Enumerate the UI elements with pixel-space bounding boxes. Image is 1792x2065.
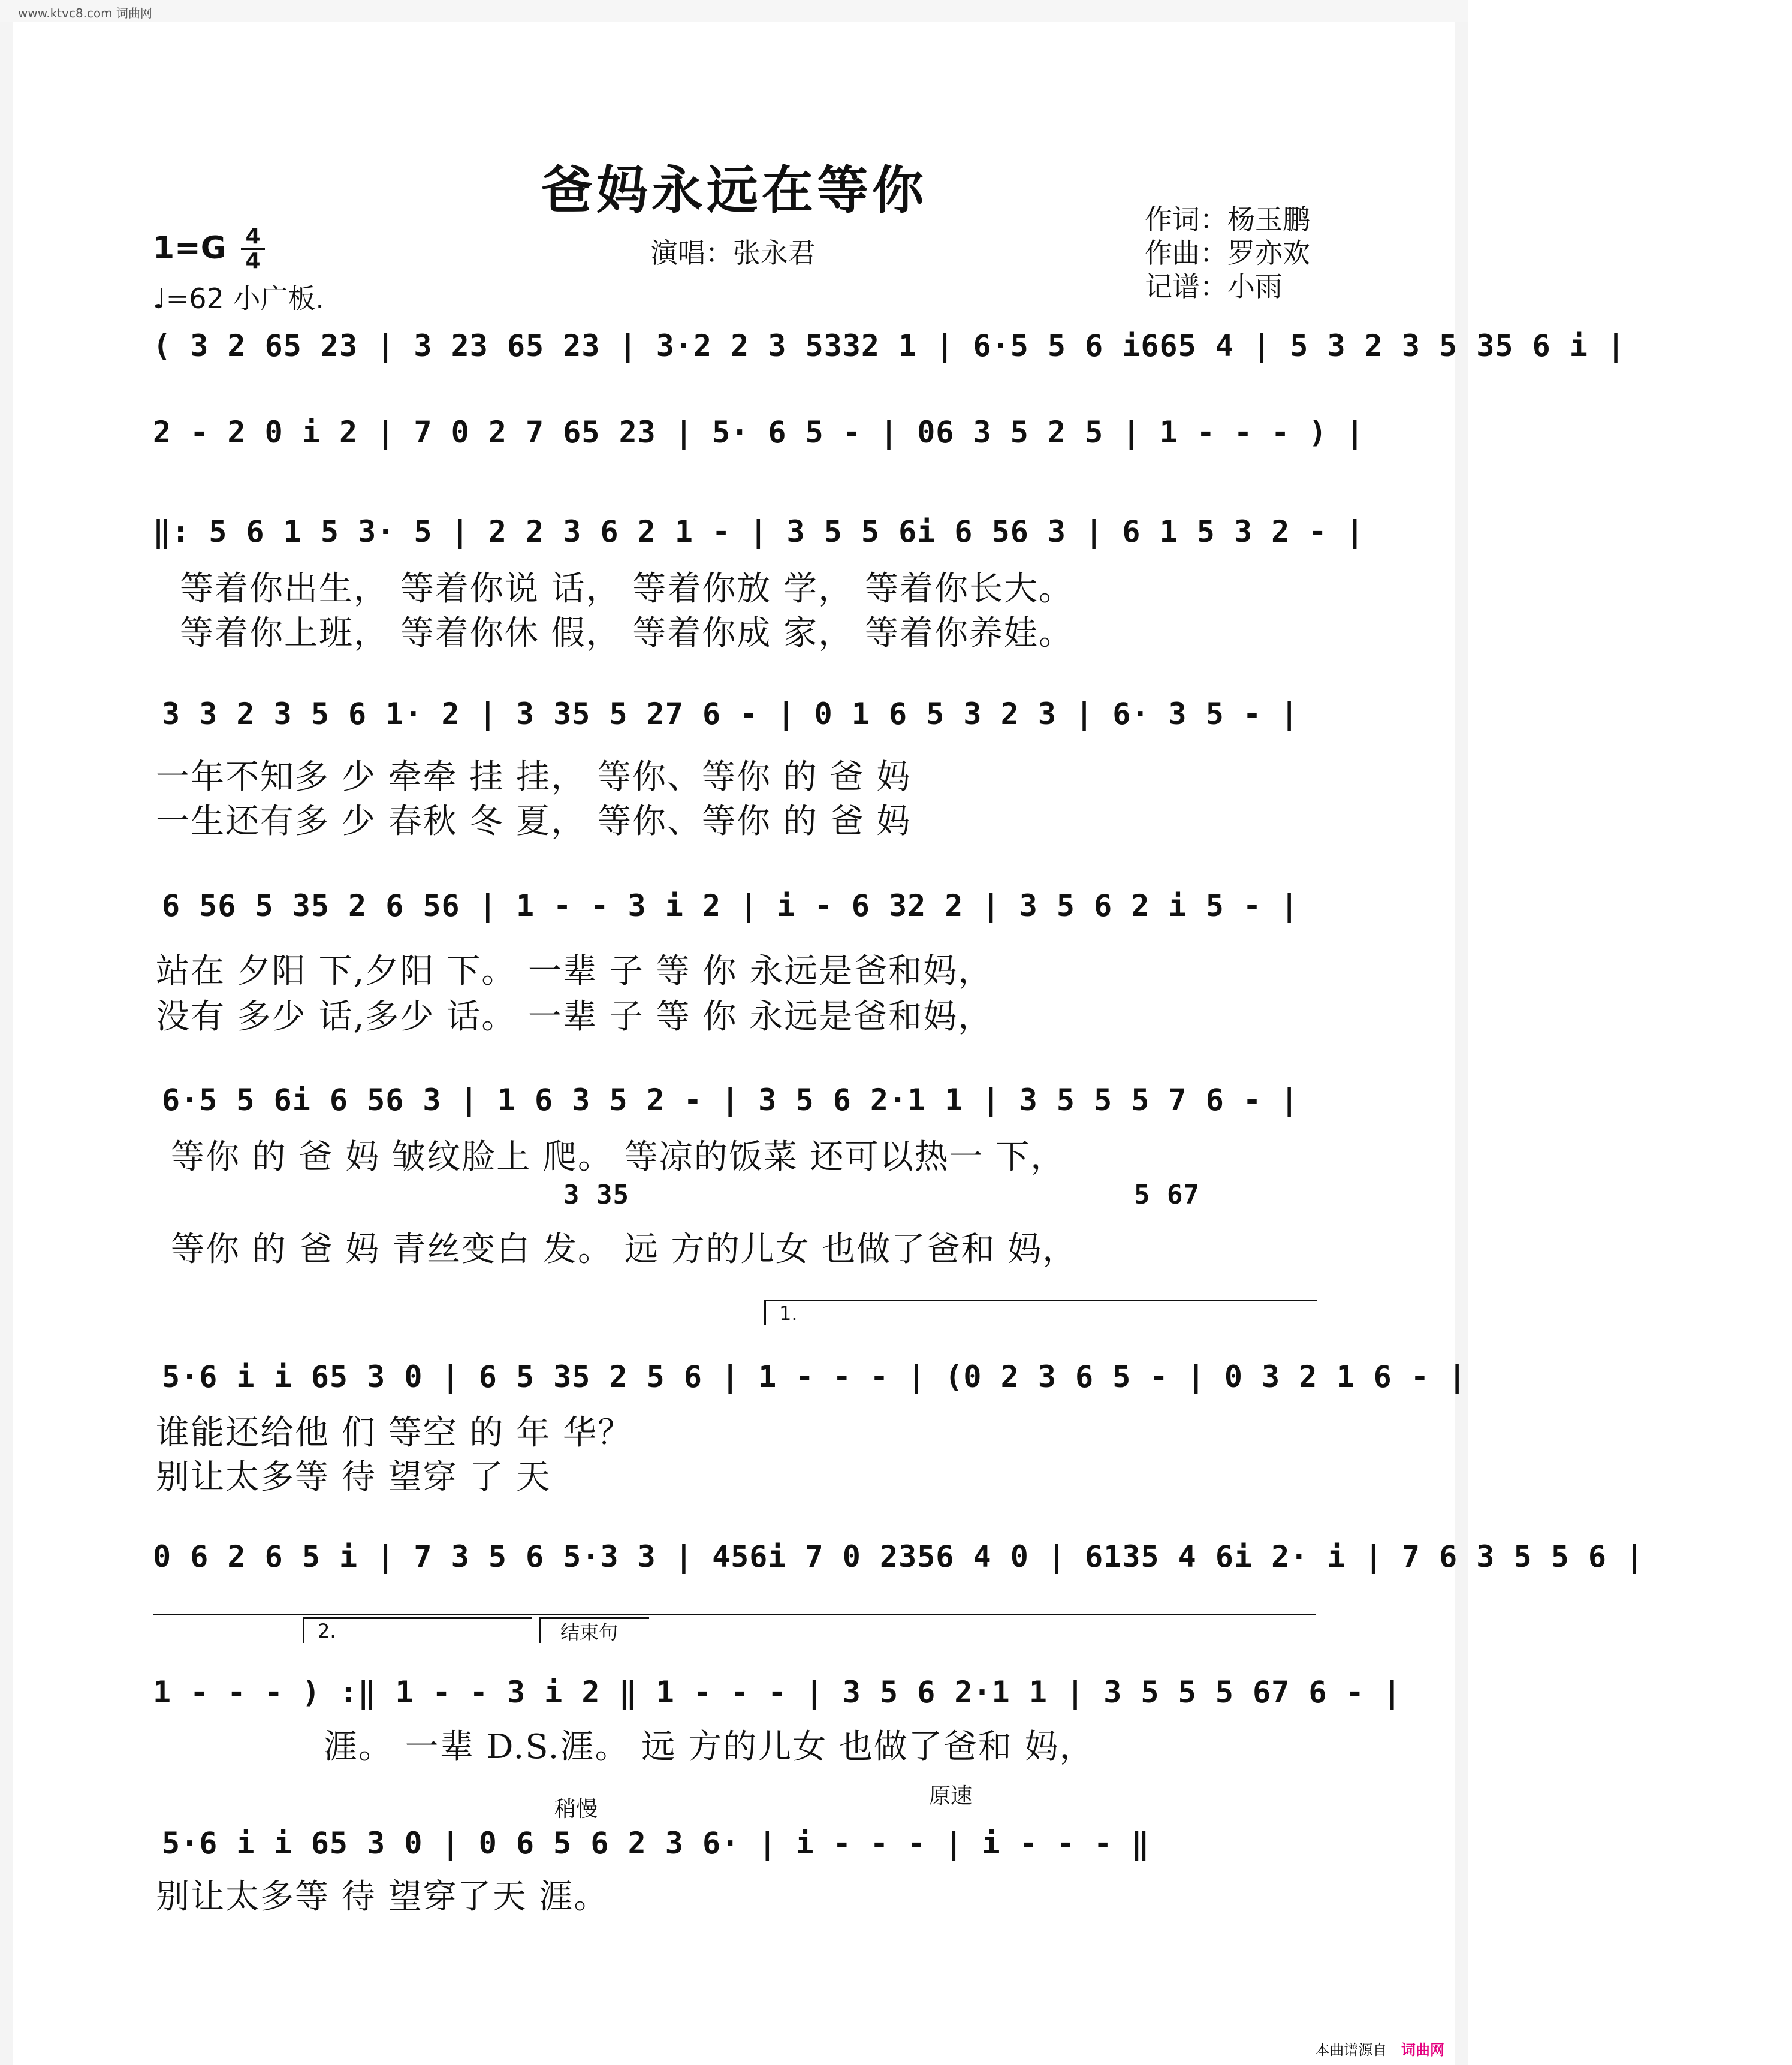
score-row-5-lyric-1: 站在 夕阳 下,夕阳 下。 一辈 子 等 你 永远是爸和妈， (156, 952, 993, 991)
key-signature: 1=G (153, 230, 227, 266)
score-row-3-notes: ‖: 5 6 1 5 3· 5 | 2 2 3 6 2 1 - | 3 5 5 6i 6 56 3 | 6 1 5 3 2 - | (153, 514, 1365, 549)
time-signature (241, 225, 265, 273)
tempo-marking: ♩=62 小广板. (153, 282, 325, 315)
score-row-6-lyric-2: 等你 的 爸 妈 青丝变白 发。 远 方的儿女 也做了爸和 妈， (171, 1230, 1078, 1269)
volta-2-label: 2. (318, 1620, 336, 1642)
footer (1315, 2038, 1444, 2059)
score-row-10-notes: 5·6 i i 65 3 0 | 0 6 5 6 2 3 6· | i - - - | i - - - ‖ (162, 1826, 1150, 1861)
time-signature-top: 4 (245, 224, 261, 249)
score-row-7-notes: 5·6 i i 65 3 0 | 6 5 35 2 5 6 | 1 - - - | (0 2 3 6 5 - | 0 3 2 1 6 - | (162, 1359, 1467, 1394)
score-row-5-lyric-2: 没有 多少 话,多少 话。 一辈 子 等 你 永远是爸和妈， (156, 997, 993, 1036)
tempo-mark-original: 原速 (929, 1784, 973, 1808)
score-row-7-lyric-1: 谁能还给他 们 等空 的 年 华？ (156, 1413, 633, 1452)
score-row-8-notes: 0 6 2 6 5 i | 7 3 5 6 5·3 3 | 456i 7 0 2356 4 0 | 6135 4 6i 2· i | 7 6 3 5 5 6 | (153, 1539, 1645, 1574)
score-row-3-lyric-2: 等着你上班， 等着你休 假， 等着你成 家， 等着你养娃。 (180, 614, 1074, 653)
score-row-4-lyric-2: 一生还有多 少 春秋 冬 夏， 等你、等你 的 爸 妈 (156, 802, 912, 841)
score-row-6-lyric-1: 等你 的 爸 妈 皱纹脸上 爬。 等凉的饭菜 还可以热一 下， (171, 1138, 1066, 1177)
site-watermark: www.ktvc8.com 词曲网 (18, 6, 153, 20)
footer-brand: 词曲网 (1401, 2042, 1444, 2058)
left-margin-strip (0, 0, 13, 2065)
composer-credit: 作曲：罗亦欢 (1145, 237, 1310, 269)
score-row-10-lyric-1: 别让太多等 待 望穿了天 涯。 (156, 1877, 609, 1916)
footer-text: 本曲谱源自 (1315, 2042, 1387, 2058)
lyricist-credit: 作词：杨玉鹏 (1145, 203, 1310, 236)
notation-credit: 记谱：小雨 (1145, 270, 1283, 303)
score-row-4-notes: 3 3 2 3 5 6 1· 2 | 3 35 5 27 6 - | 0 1 6 5 3 2 3 | 6· 3 5 - | (162, 697, 1299, 731)
score-row-5-notes: 6 56 5 35 2 6 56 | 1 - - 3 i 2 | i - 6 32 2 | 3 5 6 2 i 5 - | (162, 888, 1299, 923)
alt-notes-1: 3 35 (563, 1180, 629, 1210)
ending-label: 结束句 (560, 1621, 619, 1644)
volta-1-label: 1. (779, 1302, 798, 1325)
top-banner (0, 0, 1468, 22)
singer-credit: 演唱：张永君 (650, 237, 816, 269)
tempo-mark-slower: 稍慢 (554, 1797, 598, 1822)
score-row-3-lyric-1: 等着你出生， 等着你说 话， 等着你放 学， 等着你长大。 (180, 569, 1074, 608)
song-title: 爸妈永远在等你 (541, 161, 927, 221)
score-row-4-lyric-1: 一年不知多 少 牵牵 挂 挂， 等你、等你 的 爸 妈 (156, 758, 912, 797)
system-rule (153, 1614, 1316, 1615)
score-row-1-notes: ( 3 2 65 23 | 3 23 65 23 | 3·2 2 3 5332 1 | 6·5 5 6 i665 4 | 5 3 2 3 5 35 6 i | (153, 328, 1626, 363)
time-signature-bottom: 4 (245, 249, 261, 273)
score-row-2-notes: 2 - 2 0 i 2 | 7 0 2 7 65 23 | 5· 6 5 - | 06 3 5 2 5 | 1 - - - ) | (153, 415, 1365, 450)
score-row-7-lyric-2: 别让太多等 待 望穿 了 天 (156, 1458, 551, 1497)
volta-1-bracket (764, 1300, 1317, 1325)
alt-notes-2: 5 67 (1134, 1180, 1200, 1210)
score-row-9-lyric-1: 涯。 一辈 D.S.涯。 远 方的儿女 也做了爸和 妈， (324, 1728, 1094, 1766)
volta-2-bracket (303, 1617, 532, 1643)
score-row-6-notes: 6·5 5 6i 6 56 3 | 1 6 3 5 2 - | 3 5 6 2·1 1 | 3 5 5 5 7 6 - | (162, 1083, 1299, 1117)
score-row-9-notes: 1 - - - ) :‖ 1 - - 3 i 2 ‖ 1 - - - | 3 5 6 2·1 1 | 3 5 5 5 67 6 - | (153, 1675, 1402, 1710)
